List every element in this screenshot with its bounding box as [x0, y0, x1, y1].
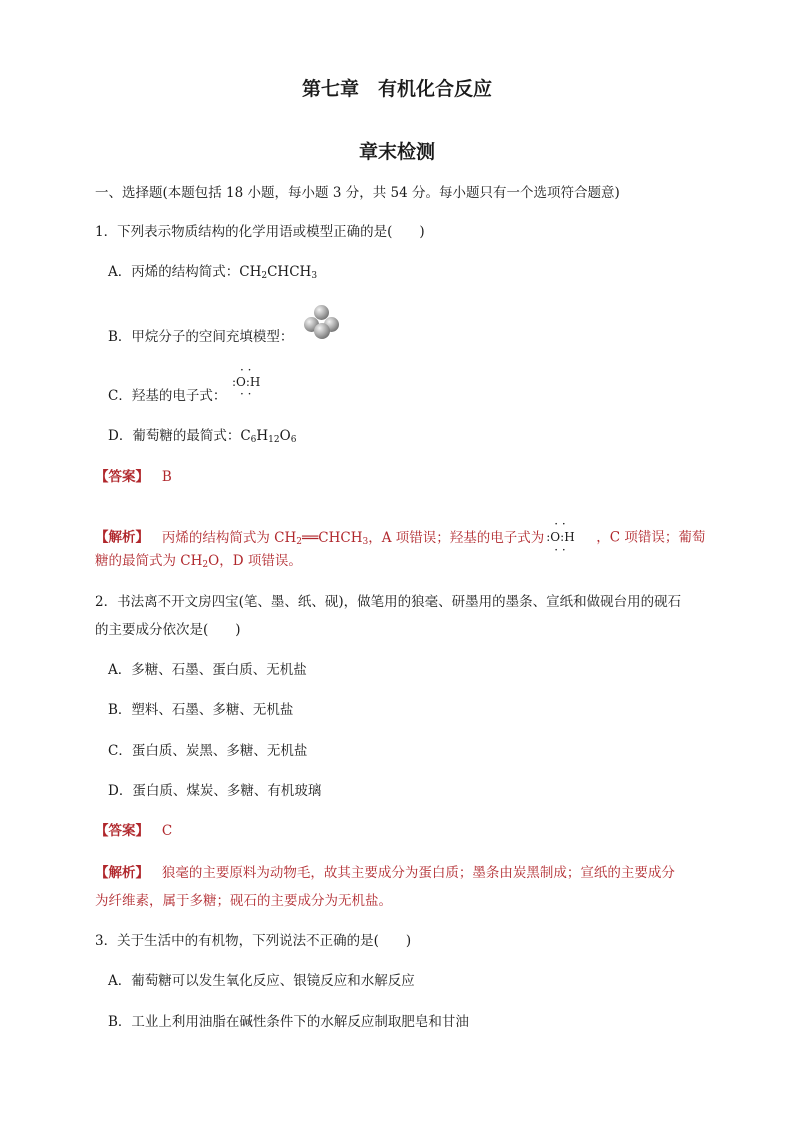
q2-stem-line1: 2．书法离不开文房四宝(笔、墨、纸、砚)，做笔用的狼毫、研墨用的墨条、宣纸和做砚台用的砚石 [95, 594, 682, 610]
q3-option-a: A．葡萄糖可以发生氧化反应、银镜反应和水解反应 [108, 973, 415, 989]
methane-space-filling-model [302, 303, 342, 343]
chapter-title: 第七章 有机化合反应 [301, 78, 492, 100]
q2-answer: 【答案】 C [95, 823, 173, 839]
q1-analysis-line2: 糖的最简式为 $CH_2O$，D 项错误。 [95, 553, 302, 570]
hydroxyl-electron-formula-inline: · · :O:H · · [546, 517, 575, 557]
q1-option-a: A．丙烯的结构简式：$CH_2CHCH_3$ [108, 264, 318, 281]
q1-stem: 1．下列表示物质结构的化学用语或模型正确的是( ) [95, 224, 425, 240]
q1-analysis-line1: 【解析】 丙烯的结构简式为 $CH_2══CHCH_3$，A 项错误；羟基的电子式为 · · :O:H · · ，C 项错误；葡萄 [95, 517, 706, 557]
q2-option-d: D．蛋白质、煤炭、多糖、有机玻璃 [108, 783, 322, 799]
q1-option-d: D．葡萄糖的最简式：$C_6H_{12}O_6$ [108, 428, 297, 445]
q2-analysis-line1: 【解析】 狼毫的主要原料为动物毛，故其主要成分为蛋白质；墨条由炭黑制成；宣纸的主要成分 [95, 865, 675, 881]
hydroxyl-electron-formula: · · :O:H · · [232, 363, 261, 401]
q2-analysis-line2: 为纤维素，属于多糖；砚石的主要成分为无机盐。 [95, 893, 392, 909]
q2-option-b: B．塑料、石墨、多糖、无机盐 [108, 702, 294, 718]
q1-answer: 【答案】 B [95, 469, 172, 485]
section-title: 章末检测 [358, 141, 435, 163]
q3-stem: 3．关于生活中的有机物，下列说法不正确的是( ) [95, 933, 412, 949]
q1-option-c: C．羟基的电子式： [108, 388, 227, 404]
q2-option-a: A．多糖、石墨、蛋白质、无机盐 [108, 662, 307, 678]
section-intro: 一、选择题(本题包括 18 小题，每小题 3 分，共 54 分。每小题只有一个选项符合题意) [95, 185, 620, 201]
q1-option-b: B．甲烷分子的空间充填模型： [108, 329, 294, 345]
q2-stem-line2: 的主要成分依次是( ) [95, 622, 241, 638]
q2-option-c: C．蛋白质、炭黑、多糖、无机盐 [108, 743, 308, 759]
q3-option-b: B．工业上利用油脂在碱性条件下的水解反应制取肥皂和甘油 [108, 1014, 469, 1030]
